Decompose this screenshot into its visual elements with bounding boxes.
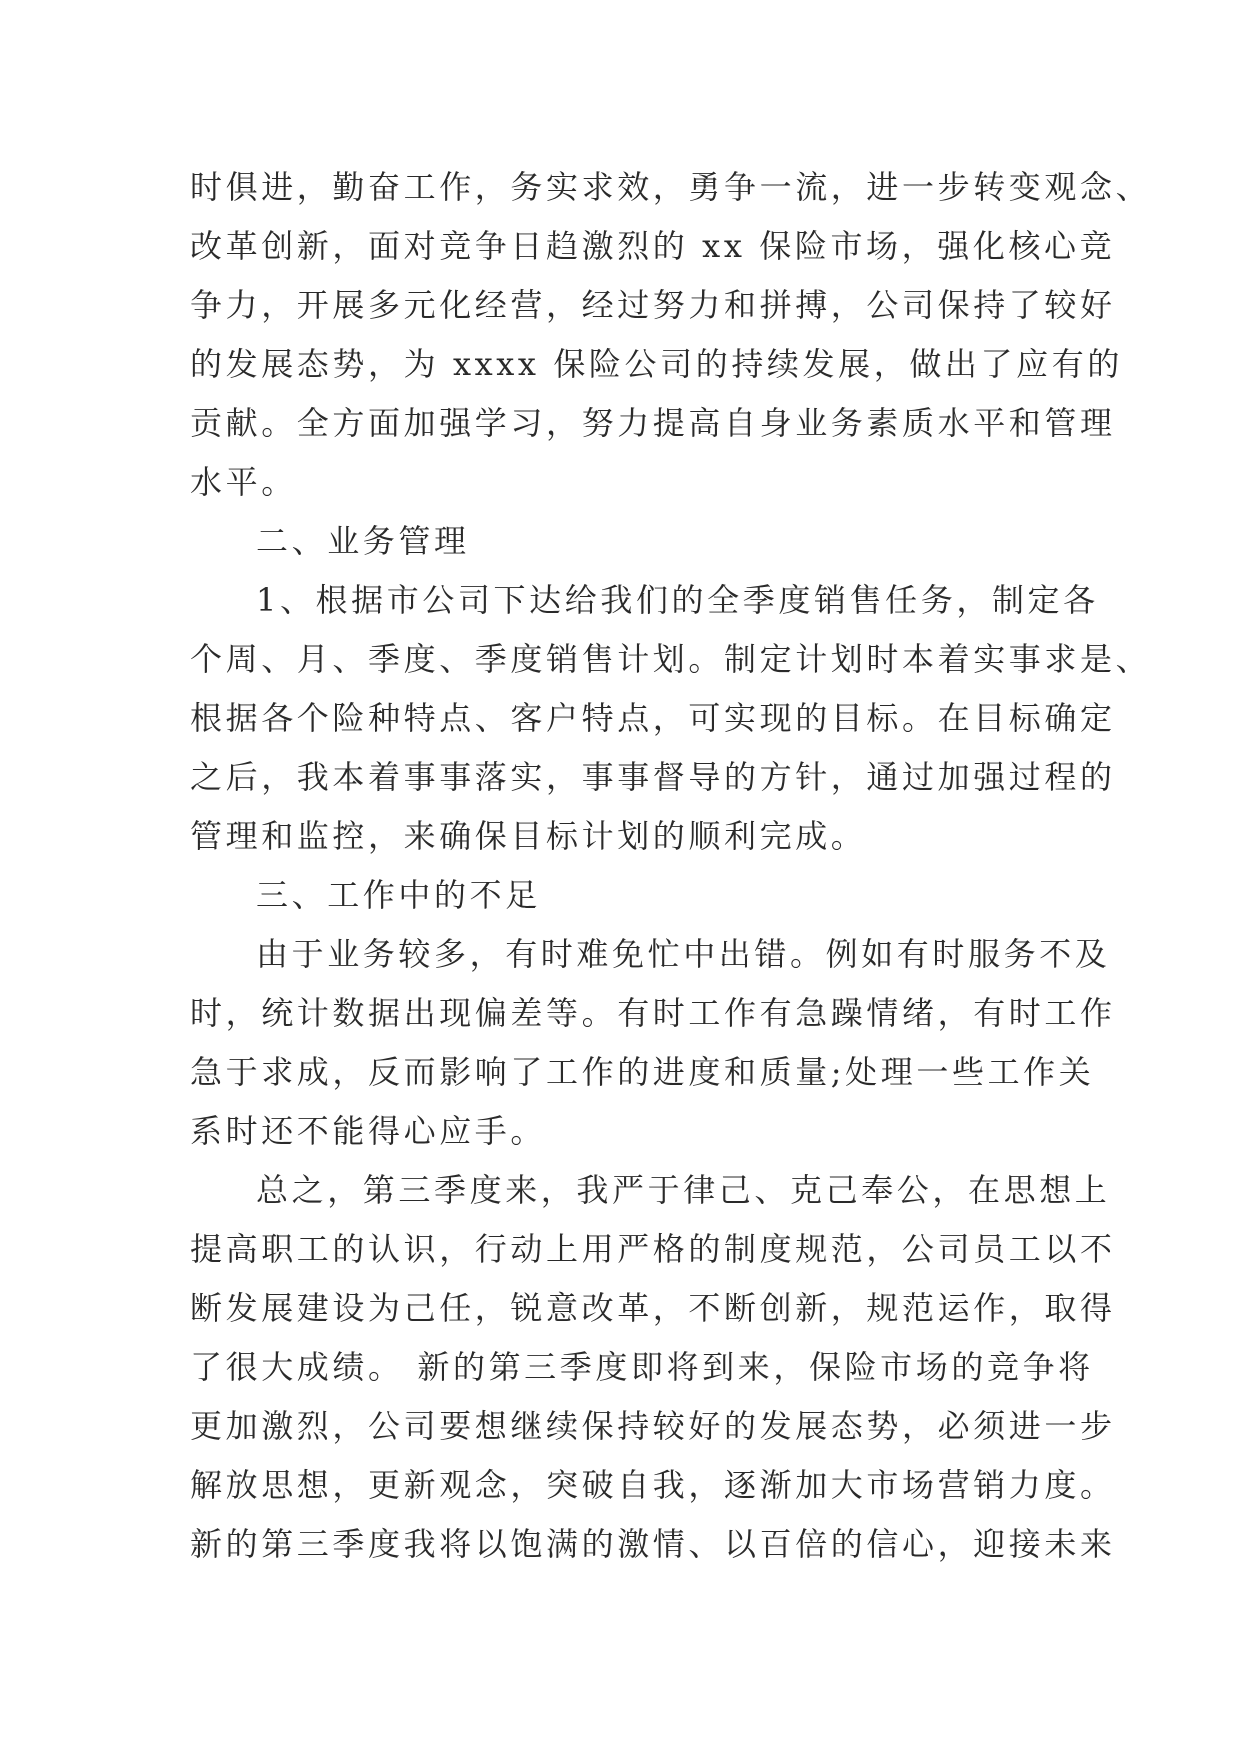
text-line: 了很大成绩。 新的第三季度即将到来，保险市场的竞争将 [190,1348,1094,1386]
text-line: 水平。 [190,463,297,501]
text-line: 1、根据市公司下达给我们的全季度销售任务，制定各 [256,581,1099,619]
text-line: 新的第三季度我将以饱满的激情、以百倍的信心，迎接未来 [190,1525,1116,1563]
text-line: 解放思想，更新观念，突破自我，逐渐加大市场营销力度。 [190,1466,1116,1504]
text-line: 之后，我本着事事落实，事事督导的方针，通过加强过程的 [190,758,1116,796]
text-line: 根据各个险种特点、客户特点，可实现的目标。在目标确定 [190,699,1116,737]
text-line: 总之，第三季度来，我严于律己、克己奉公，在思想上 [256,1171,1111,1209]
text-line: 管理和监控，来确保目标计划的顺利完成。 [190,817,867,855]
text-line: 由于业务较多，有时难免忙中出错。例如有时服务不及 [256,935,1111,973]
text-line: 的发展态势，为 xxxx 保险公司的持续发展，做出了应有的 [190,345,1123,383]
text-line: 改革创新，面对竞争日趋激烈的 xx 保险市场，强化核心竞 [190,227,1116,265]
text-line: 提高职工的认识，行动上用严格的制度规范，公司员工以不 [190,1230,1116,1268]
text-line: 断发展建设为己任，锐意改革，不断创新，规范运作，取得 [190,1289,1116,1327]
text-line: 时俱进，勤奋工作，务实求效，勇争一流，进一步转变观念、 [190,168,1152,206]
text-line: 个周、月、季度、季度销售计划。制定计划时本着实事求是、 [190,640,1152,678]
text-line: 贡献。全方面加强学习，努力提高自身业务素质水平和管理 [190,404,1116,442]
section-heading-business-management: 二、业务管理 [256,522,470,560]
section-heading-shortcomings: 三、工作中的不足 [256,876,541,914]
text-line: 更加激烈，公司要想继续保持较好的发展态势，必须进一步 [190,1407,1116,1445]
text-line: 时，统计数据出现偏差等。有时工作有急躁情绪，有时工作 [190,994,1116,1032]
body-text [190,158,1152,1574]
text-line: 急于求成，反而影响了工作的进度和质量;处理一些工作关 [190,1053,1095,1091]
text-line: 系时还不能得心应手。 [190,1112,547,1150]
text-line: 争力，开展多元化经营，经过努力和拼搏，公司保持了较好 [190,286,1116,324]
